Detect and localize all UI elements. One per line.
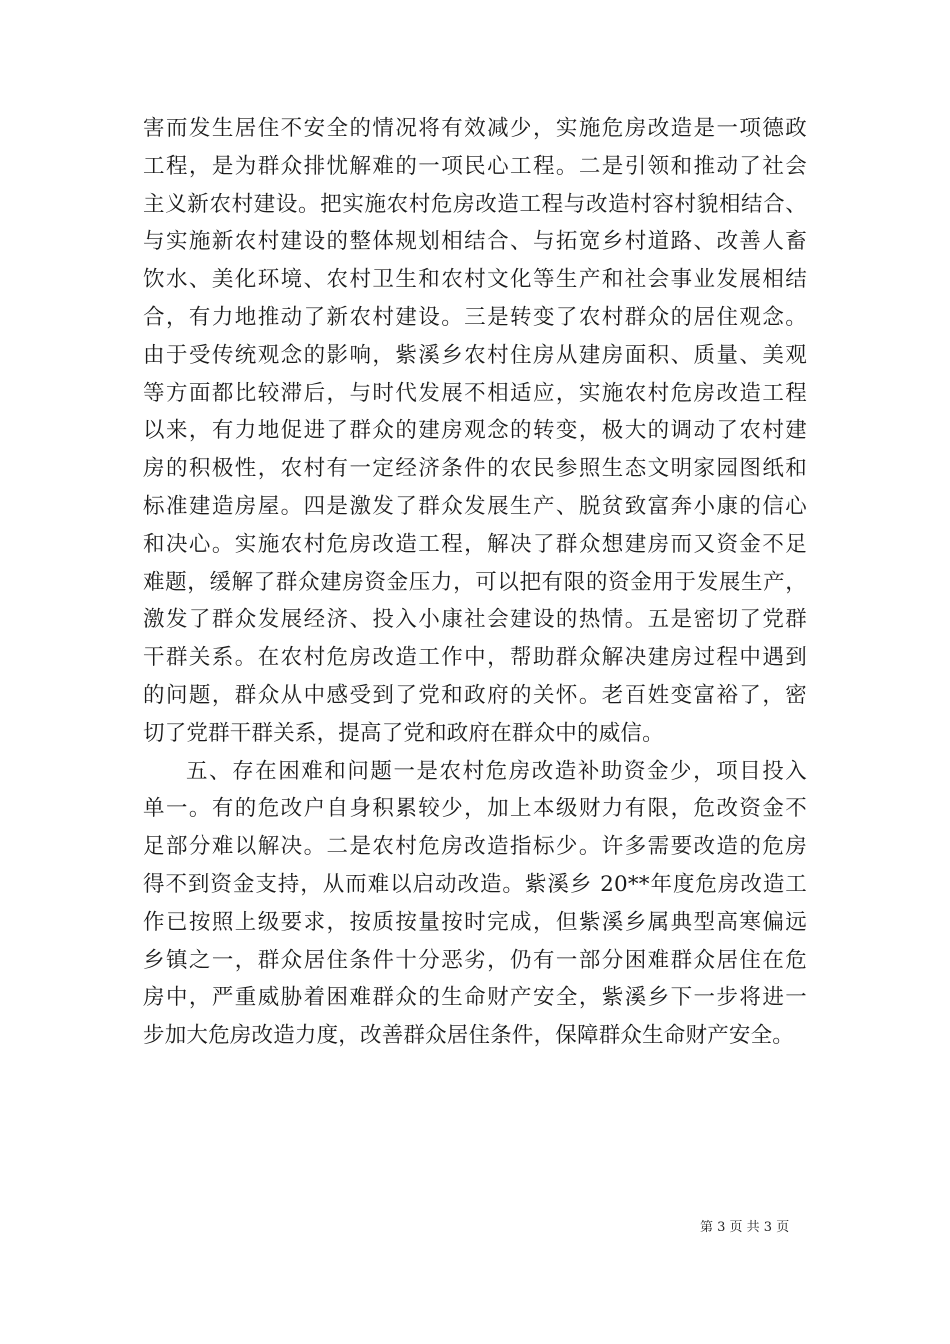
text-line: 切了党群干群关系，提高了党和政府在群众中的威信。	[143, 720, 664, 746]
text-line: 足部分难以解决。二是农村危房改造指标少。许多需要改造的危房	[143, 834, 807, 860]
text-line: 以来，有力地促进了群众的建房观念的转变，极大的调动了农村建	[143, 418, 807, 444]
text-line: 等方面都比较滞后，与时代发展不相适应，实施农村危房改造工程	[143, 380, 807, 406]
page-number: 第 3 页 共 3 页	[700, 1220, 790, 1235]
text-line: 得不到资金支持，从而难以启动改造。紫溪乡 20**年度危房改造工	[143, 871, 807, 897]
paragraph-difficulties	[143, 753, 807, 1055]
text-line: 工程，是为群众排忧解难的一项民心工程。二是引领和推动了社会	[143, 153, 807, 179]
text-line: 干群关系。在农村危房改造工作中，帮助群众解决建房过程中遇到	[143, 645, 807, 671]
text-line: 难题，缓解了群众建房资金压力，可以把有限的资金用于发展生产，	[143, 569, 807, 595]
text-line: 房的积极性，农村有一定经济条件的农民参照生态文明家园图纸和	[143, 456, 807, 482]
text-line: 激发了群众发展经济、投入小康社会建设的热情。五是密切了党群	[143, 607, 807, 633]
text-line: 房中，严重威胁着困难群众的生命财产安全，紫溪乡下一步将进一	[143, 985, 807, 1011]
text-line: 标准建造房屋。四是激发了群众发展生产、脱贫致富奔小康的信心	[143, 493, 807, 519]
body-text	[143, 110, 807, 1055]
text-line: 由于受传统观念的影响，紫溪乡农村住房从建房面积、质量、美观	[143, 342, 807, 368]
text-line: 饮水、美化环境、农村卫生和农村文化等生产和社会事业发展相结	[143, 267, 807, 293]
text-line: 合，有力地推动了新农村建设。三是转变了农村群众的居住观念。	[143, 304, 807, 330]
text-line: 步加大危房改造力度，改善群众居住条件，保障群众生命财产安全。	[143, 1023, 795, 1049]
text-line: 五、存在困难和问题一是农村危房改造补助资金少，项目投入	[186, 758, 807, 784]
text-line: 与实施新农村建设的整体规划相结合、与拓宽乡村道路、改善人畜	[143, 229, 807, 255]
text-line: 的问题，群众从中感受到了党和政府的关怀。老百姓变富裕了，密	[143, 682, 807, 708]
text-line: 乡镇之一，群众居住条件十分恶劣，仍有一部分困难群众居住在危	[143, 947, 807, 973]
text-line: 和决心。实施农村危房改造工程，解决了群众想建房而又资金不足	[143, 531, 807, 557]
text-line: 单一。有的危改户自身积累较少，加上本级财力有限，危改资金不	[143, 796, 807, 822]
text-line: 主义新农村建设。把实施农村危房改造工程与改造村容村貌相结合、	[143, 191, 807, 217]
text-line: 害而发生居住不安全的情况将有效减少，实施危房改造是一项德政	[143, 116, 807, 141]
paragraph-benefits	[143, 110, 807, 753]
text-line: 作已按照上级要求，按质按量按时完成，但紫溪乡属典型高寒偏远	[143, 909, 807, 935]
